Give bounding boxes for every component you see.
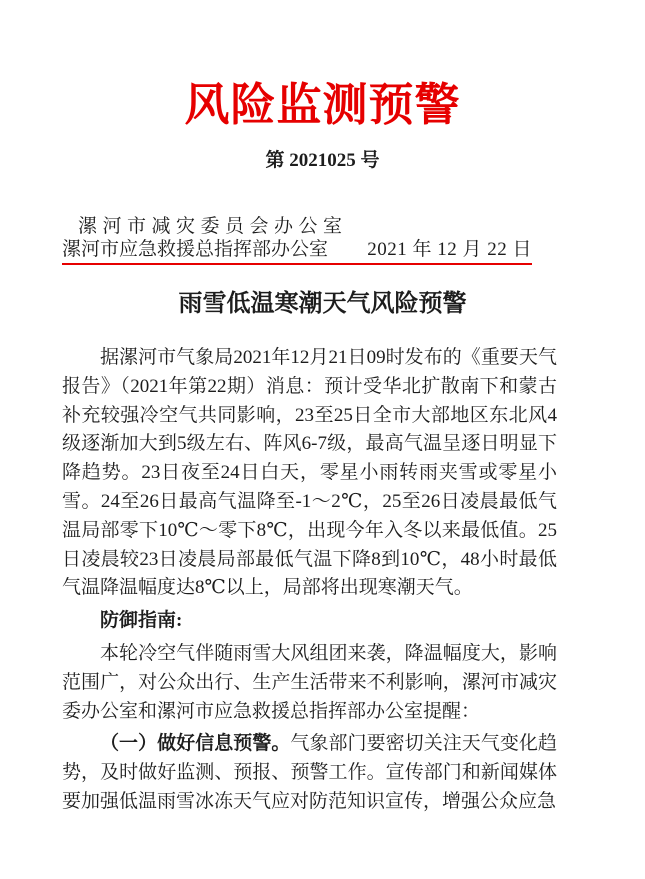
paragraph-forecast: 据漯河市气象局2021年12月21日09时发布的《重要天气报告》（2021年第22期）消息：预计受华北扩散南下和蒙古补充较强冷空气共同影响，23至25日全市大部地区东北风4级逐渐加大到5级左右、阵风6-7级，最高气温呈逐日明显下降趋势。23日夜至24日白天，零星小雨转雨夹雪或零星小雪。24至26日最高气温降至-1～2℃，25至26日凌晨最低气温局部零下10℃～零下8℃，出现今年入冬以来最低值。25日凌晨较23日凌晨局部最低气温下降8到10℃，48小时最低气温降温幅度达8℃以上，局部将出现寒潮天气。 — [62, 347, 557, 599]
guide-heading: 防御指南: — [100, 610, 183, 632]
issuer-org-line2: 漯河市应急救援总指挥部办公室 — [62, 239, 329, 260]
masthead-title: 风险监测预警 — [184, 80, 461, 130]
paragraph-item1 — [62, 730, 557, 816]
issuer-org-line2-row — [62, 238, 532, 261]
item1-text: 气象部门要密切关注天气变化趋势，及时做好监测、预报、预警工作。宣传部门和新闻媒体要加强低温雨雪冰冻天气应对防范知识宣传，增强公众应急 — [62, 733, 557, 812]
document-title: 雨雪低温寒潮天气风险预警 — [178, 291, 467, 317]
issuer-block — [62, 215, 532, 265]
paragraph-guide-intro: 本轮冷空气伴随雨雪大风组团来袭，降温幅度大，影响范围广，对公众出行、生产生活带来不利影响，漯河市减灾委办公室和漯河市应急救援总指挥部办公室提醒： — [62, 642, 557, 722]
item1-lead: （一）做好信息预警。 — [100, 733, 291, 755]
issuer-org-line1: 漯河市减灾委员会办公室 — [78, 216, 348, 237]
issue-date: 2021 年 12 月 22 日 — [367, 239, 532, 260]
issue-number: 第 2021025 号 — [265, 150, 380, 171]
document-body — [62, 344, 557, 817]
